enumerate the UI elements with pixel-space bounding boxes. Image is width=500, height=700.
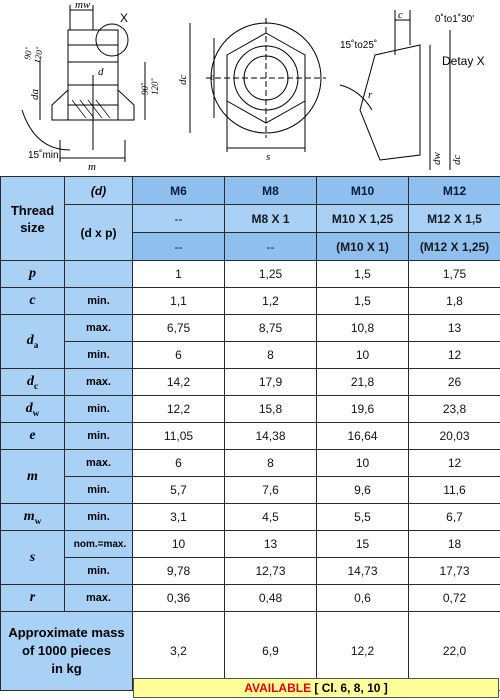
dc-m8: 17,9 bbox=[225, 369, 317, 396]
da-min-limit: min. bbox=[65, 342, 133, 369]
fine2-m6: -- bbox=[133, 233, 225, 261]
m-max-m10: 10 bbox=[317, 450, 409, 477]
mass-label-line1: Approximate mass bbox=[8, 625, 125, 640]
availability-banner bbox=[133, 678, 499, 698]
d-label: (d) bbox=[65, 177, 133, 205]
s-min-m10: 14,73 bbox=[317, 558, 409, 585]
label-dc: dc bbox=[177, 74, 189, 85]
size-m12: M12 bbox=[409, 177, 500, 205]
e-m8: 14,38 bbox=[225, 423, 317, 450]
label-dc2: dc bbox=[451, 154, 463, 165]
table-row-m-max bbox=[1, 450, 500, 477]
p-m12: 1,75 bbox=[409, 261, 500, 288]
s-min-m8: 12,73 bbox=[225, 558, 317, 585]
da-max-m12: 13 bbox=[409, 315, 500, 342]
s-nom-limit: nom.=max. bbox=[65, 531, 133, 558]
da-max-m8: 8,75 bbox=[225, 315, 317, 342]
c-m6: 1,1 bbox=[133, 288, 225, 315]
s-nom-m6: 10 bbox=[133, 531, 225, 558]
dw-subscript: w bbox=[32, 407, 40, 418]
s-nom-m10: 15 bbox=[317, 531, 409, 558]
table-row-r bbox=[1, 585, 500, 612]
mw-m12: 6,7 bbox=[409, 504, 500, 531]
mass-label-line3: in kg bbox=[51, 661, 82, 676]
mw-m6: 3,1 bbox=[133, 504, 225, 531]
p-label: p bbox=[1, 261, 65, 288]
e-m6: 11,05 bbox=[133, 423, 225, 450]
r-limit: max. bbox=[65, 585, 133, 612]
s-nom-m12: 18 bbox=[409, 531, 500, 558]
c-m10: 1,5 bbox=[317, 288, 409, 315]
dw-limit: min. bbox=[65, 396, 133, 423]
da-max-m10: 10,8 bbox=[317, 315, 409, 342]
da-max-limit: max. bbox=[65, 315, 133, 342]
table-row-p bbox=[1, 261, 500, 288]
label-m: m bbox=[88, 161, 96, 173]
fine-m10: M10 X 1,25 bbox=[317, 205, 409, 233]
da-subscript: a bbox=[33, 339, 39, 350]
size-m10: M10 bbox=[317, 177, 409, 205]
mw-symbol: m bbox=[23, 508, 35, 524]
dxp-label: (d x p) bbox=[65, 205, 133, 261]
e-m10: 16,64 bbox=[317, 423, 409, 450]
c-m8: 1,2 bbox=[225, 288, 317, 315]
p-m10: 1,5 bbox=[317, 261, 409, 288]
m-min-limit: min. bbox=[65, 477, 133, 504]
s-nom-m8: 13 bbox=[225, 531, 317, 558]
da-min-m8: 8 bbox=[225, 342, 317, 369]
p-m6: 1 bbox=[133, 261, 225, 288]
label-d: d bbox=[98, 66, 104, 78]
detail-x-view bbox=[340, 10, 450, 170]
dw-label bbox=[1, 396, 65, 423]
da-min-m12: 12 bbox=[409, 342, 500, 369]
label-angle-15: 15˚to25˚ bbox=[340, 40, 378, 51]
label-e: e bbox=[210, 71, 215, 83]
fine-m8: M8 X 1 bbox=[225, 205, 317, 233]
table-row-m-min bbox=[1, 477, 500, 504]
label-da: da bbox=[29, 89, 41, 100]
da-symbol: d bbox=[26, 333, 34, 349]
m-min-m8: 7,6 bbox=[225, 477, 317, 504]
thread-size-line1: Thread bbox=[10, 202, 55, 218]
m-max-limit: max. bbox=[65, 450, 133, 477]
m-min-m6: 5,7 bbox=[133, 477, 225, 504]
dc-label bbox=[1, 369, 65, 396]
nut-top-view bbox=[190, 18, 326, 152]
da-min-m10: 10 bbox=[317, 342, 409, 369]
s-label: s bbox=[1, 531, 65, 585]
r-m8: 0,48 bbox=[225, 585, 317, 612]
table-row-c bbox=[1, 288, 500, 315]
s-min-limit: min. bbox=[65, 558, 133, 585]
available-classes: [ Cl. 6, 8, 10 ] bbox=[311, 681, 388, 695]
label-15min: 15˚min bbox=[28, 150, 59, 161]
m-min-m10: 9,6 bbox=[317, 477, 409, 504]
mw-subscript: w bbox=[34, 515, 42, 526]
p-limit bbox=[65, 261, 133, 288]
label-detay: Detay X bbox=[442, 54, 485, 68]
dw-m8: 15,8 bbox=[225, 396, 317, 423]
s-min-m12: 17,73 bbox=[409, 558, 500, 585]
label-deg-right2: 120˚ bbox=[150, 78, 160, 95]
p-m8: 1,25 bbox=[225, 261, 317, 288]
label-mw: mw bbox=[75, 0, 91, 11]
label-angle-c: 0˚to1˚30' bbox=[435, 14, 475, 25]
nut-side-view bbox=[22, 5, 145, 162]
dw-m12: 23,8 bbox=[409, 396, 500, 423]
mass-m10: 12,2 bbox=[317, 612, 409, 691]
mass-label bbox=[1, 612, 133, 691]
label-c: c bbox=[398, 9, 403, 21]
technical-drawing bbox=[0, 0, 500, 175]
dw-m10: 19,6 bbox=[317, 396, 409, 423]
e-m12: 20,03 bbox=[409, 423, 500, 450]
r-m10: 0,6 bbox=[317, 585, 409, 612]
da-max-m6: 6,75 bbox=[133, 315, 225, 342]
dc-limit: max. bbox=[65, 369, 133, 396]
table-row-fine bbox=[1, 205, 500, 233]
dimension-table bbox=[0, 176, 500, 691]
label-x-mark: X bbox=[120, 11, 129, 25]
thread-size-line2: size bbox=[20, 219, 45, 235]
m-max-m6: 6 bbox=[133, 450, 225, 477]
fine2-m12: (M12 X 1,25) bbox=[409, 233, 500, 261]
dc-m6: 14,2 bbox=[133, 369, 225, 396]
r-m6: 0,36 bbox=[133, 585, 225, 612]
dw-m6: 12,2 bbox=[133, 396, 225, 423]
table-row-sizes bbox=[1, 177, 500, 205]
r-m12: 0,72 bbox=[409, 585, 500, 612]
available-word: AVAILABLE bbox=[244, 681, 312, 695]
da-min-m6: 6 bbox=[133, 342, 225, 369]
mw-label bbox=[1, 504, 65, 531]
s-min-m6: 9,78 bbox=[133, 558, 225, 585]
fine2-m10: (M10 X 1) bbox=[317, 233, 409, 261]
dc-symbol: d bbox=[27, 373, 34, 389]
label-deg-left: 90˚ bbox=[22, 46, 35, 61]
size-m6: M6 bbox=[133, 177, 225, 205]
label-r: r bbox=[368, 89, 373, 101]
mass-label-line2: of 1000 pieces bbox=[22, 643, 111, 658]
m-label: m bbox=[1, 450, 65, 504]
c-limit: min. bbox=[65, 288, 133, 315]
table-row-e bbox=[1, 423, 500, 450]
thread-size-label bbox=[1, 177, 65, 261]
m-max-m12: 12 bbox=[409, 450, 500, 477]
table-row-dw bbox=[1, 396, 500, 423]
mass-m12: 22,0 bbox=[409, 612, 500, 691]
fine-m6: -- bbox=[133, 205, 225, 233]
label-dw: dw bbox=[431, 152, 443, 165]
dc-m12: 26 bbox=[409, 369, 500, 396]
label-deg-left2: 120˚ bbox=[32, 46, 45, 65]
m-max-m8: 8 bbox=[225, 450, 317, 477]
size-m8: M8 bbox=[225, 177, 317, 205]
dw-symbol: d bbox=[25, 400, 33, 416]
table-row-s-nom bbox=[1, 531, 500, 558]
table-row-dc bbox=[1, 369, 500, 396]
table-row-da-max bbox=[1, 315, 500, 342]
label-deg-right: 90˚ bbox=[140, 83, 150, 95]
m-min-m12: 11,6 bbox=[409, 477, 500, 504]
mass-m8: 6,9 bbox=[225, 612, 317, 691]
c-m12: 1,8 bbox=[409, 288, 500, 315]
table-row-s-min bbox=[1, 558, 500, 585]
e-label: e bbox=[1, 423, 65, 450]
mw-limit: min. bbox=[65, 504, 133, 531]
table-row-mw bbox=[1, 504, 500, 531]
fine-m12: M12 X 1,5 bbox=[409, 205, 500, 233]
mass-m6: 3,2 bbox=[133, 612, 225, 691]
r-label: r bbox=[1, 585, 65, 612]
table-row-da-min bbox=[1, 342, 500, 369]
da-label bbox=[1, 315, 65, 369]
fine2-m8: -- bbox=[225, 233, 317, 261]
mw-m8: 4,5 bbox=[225, 504, 317, 531]
label-s: s bbox=[266, 151, 271, 163]
c-label: c bbox=[1, 288, 65, 315]
dc-m10: 21,8 bbox=[317, 369, 409, 396]
flange-nut-drawing bbox=[0, 0, 500, 175]
mw-m10: 5,5 bbox=[317, 504, 409, 531]
dc-subscript: c bbox=[34, 380, 38, 391]
e-limit: min. bbox=[65, 423, 133, 450]
